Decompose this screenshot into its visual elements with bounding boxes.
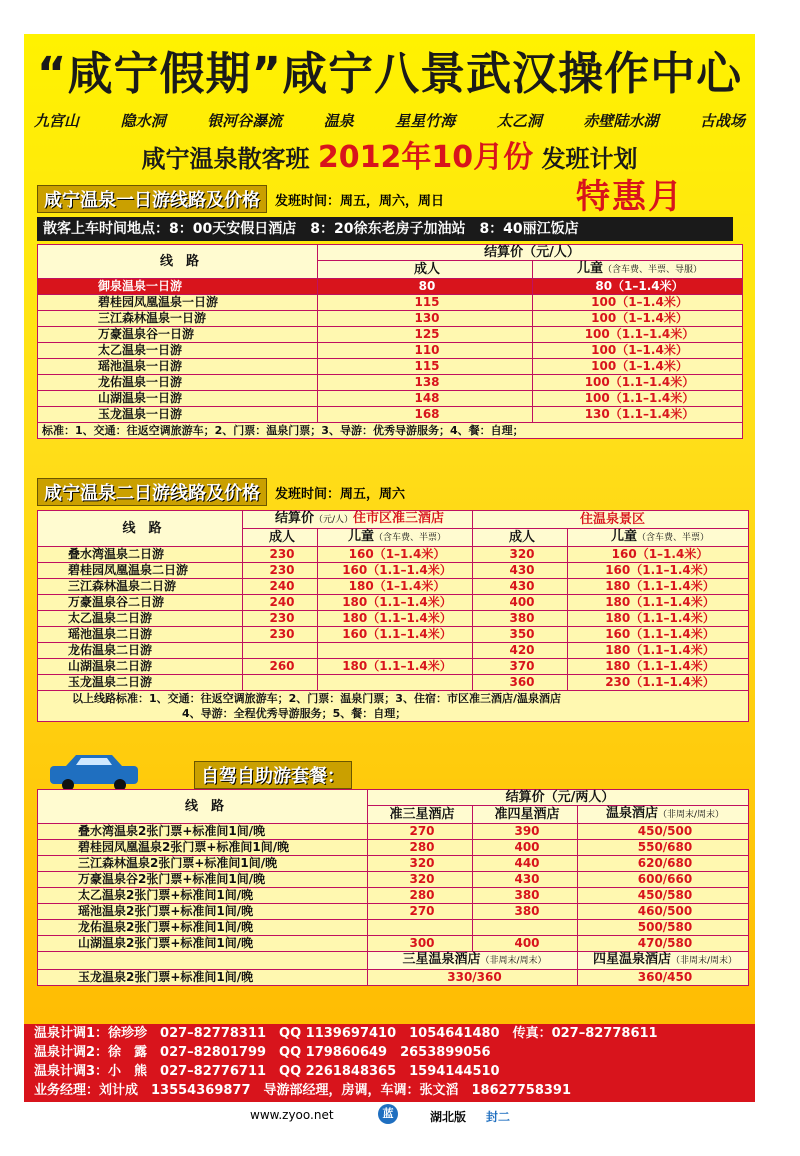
route-cell: 瑶池温泉二日游	[38, 627, 243, 643]
price-cell: 390	[473, 824, 578, 840]
child-price	[318, 643, 473, 659]
price-cell: 400	[473, 840, 578, 856]
plan-heading	[24, 140, 755, 177]
table-row	[38, 936, 749, 952]
child-price: 160（1–1.4米）	[318, 547, 473, 563]
col-adult: 成人	[473, 529, 568, 547]
route-cell: 碧桂园凤凰温泉2张门票+标准间1间/晚	[38, 840, 368, 856]
table-row	[38, 824, 749, 840]
spot: 太乙洞	[496, 112, 542, 130]
adult-price: 350	[473, 627, 568, 643]
child-price: 180（1.1–1.4米）	[568, 643, 749, 659]
route-cell: 万豪温泉谷二日游	[38, 595, 243, 611]
col-child-label: 儿童	[610, 529, 637, 544]
col-child-label: 儿童	[347, 529, 374, 544]
price-cell: 270	[368, 904, 473, 920]
adult-price: 240	[243, 595, 318, 611]
adult-price	[243, 675, 318, 691]
col-spring-label: 温泉酒店	[605, 806, 658, 821]
price-cell: 320	[368, 872, 473, 888]
adult-price: 148	[318, 391, 533, 407]
table-row	[38, 595, 749, 611]
twoday-section-bar	[37, 477, 405, 507]
col-three: 准三星酒店	[368, 806, 473, 824]
child-price: 180（1.1–1.4米）	[318, 595, 473, 611]
price-cell: 440	[473, 856, 578, 872]
route-cell: 叠水湾温泉2张门票+标准间1间/晚	[38, 824, 368, 840]
col-city-label: 住市区准三酒店	[353, 511, 445, 526]
table-row	[38, 840, 749, 856]
child-price: 180（1.1–1.4米）	[568, 579, 749, 595]
route-cell: 太乙温泉二日游	[38, 611, 243, 627]
route-cell: 瑶池温泉2张门票+标准间1间/晚	[38, 904, 368, 920]
price-cell: 280	[368, 888, 473, 904]
col-spring-note: （非周末/周末）	[657, 810, 725, 820]
child-price: 100（1–1.4米）	[533, 311, 743, 327]
table-row	[38, 872, 749, 888]
selfdrive-title: 自驾自助游套餐：	[194, 761, 352, 789]
adult-price: 115	[318, 359, 533, 375]
child-price: 180（1.1–1.4米）	[318, 659, 473, 675]
route-cell: 御泉温泉一日游	[38, 279, 318, 295]
adult-price: 110	[318, 343, 533, 359]
price-cell: 400	[473, 936, 578, 952]
adult-price: 168	[318, 407, 533, 423]
price-cell: 460/500	[578, 904, 749, 920]
price-cell: 550/680	[578, 840, 749, 856]
child-price: 180（1.1–1.4米）	[568, 659, 749, 675]
price-cell: 450/580	[578, 888, 749, 904]
adult-price: 115	[318, 295, 533, 311]
note: （非周末/周末）	[670, 956, 738, 966]
route-cell: 三江森林温泉一日游	[38, 311, 318, 327]
adult-price: 230	[243, 627, 318, 643]
plan-suffix: 发班计划	[541, 145, 638, 173]
adult-price: 420	[473, 643, 568, 659]
scenic-spots	[34, 110, 745, 131]
child-price: 160（1.1–1.4米）	[318, 627, 473, 643]
twoday-time: 发班时间：周五，周六	[275, 486, 406, 502]
col-price: 结算价（元/两人）	[368, 790, 749, 806]
table-row	[38, 659, 749, 675]
contact-line: 温泉计调3：小 熊 027–82776711 QQ 2261848365 1594144510	[34, 1064, 500, 1079]
col-price-label: 结算价	[274, 511, 314, 526]
poster	[24, 34, 755, 1102]
child-price: 100（1.1–1.4米）	[533, 327, 743, 343]
label: 三星温泉酒店	[402, 952, 481, 967]
table-row	[38, 563, 749, 579]
col-price: 结算价（元/人）	[318, 245, 743, 261]
route-cell: 山湖温泉2张门票+标准间1间/晚	[38, 936, 368, 952]
adult-price: 138	[318, 375, 533, 391]
route-cell: 三江森林温泉二日游	[38, 579, 243, 595]
table-row	[38, 627, 749, 643]
spot: 星星竹海	[395, 112, 456, 130]
route-cell: 万豪温泉谷一日游	[38, 327, 318, 343]
route-cell: 玉龙温泉二日游	[38, 675, 243, 691]
price-cell: 470/580	[578, 936, 749, 952]
price-cell: 500/580	[578, 920, 749, 936]
contacts-block	[24, 1024, 755, 1102]
price-cell: 620/680	[578, 856, 749, 872]
adult-price: 320	[473, 547, 568, 563]
oneday-time: 发班时间：周五，周六，周日	[275, 193, 445, 209]
route-cell: 太乙温泉一日游	[38, 343, 318, 359]
adult-price: 430	[473, 579, 568, 595]
price-cell: 380	[473, 888, 578, 904]
adult-price: 240	[243, 579, 318, 595]
adult-price: 230	[243, 611, 318, 627]
blank-cell	[38, 952, 368, 970]
page-title: “咸宁假期”咸宁八景武汉操作中心	[36, 47, 743, 100]
adult-price: 430	[473, 563, 568, 579]
promo-label: 特惠月	[576, 177, 684, 217]
contact-line: 温泉计调1：徐珍珍 027–82778311 QQ 1139697410 1054641480 传真：027–82778611	[34, 1026, 658, 1041]
route-cell: 太乙温泉2张门票+标准间1间/晚	[38, 888, 368, 904]
table-row	[38, 579, 749, 595]
child-price: 130（1.1–1.4米）	[533, 407, 743, 423]
route-cell: 龙佑温泉一日游	[38, 375, 318, 391]
table-row	[38, 675, 749, 691]
price-cell: 300	[368, 936, 473, 952]
oneday-note: 标准：1、交通：往返空调旅游车；2、门票：温泉门票；3、导游：优秀导游服务；4、餐：自理；	[38, 423, 743, 439]
child-price: 180（1.1–1.4米）	[318, 611, 473, 627]
adult-price: 125	[318, 327, 533, 343]
price-cell: 450/500	[578, 824, 749, 840]
child-price: 100（1.1–1.4米）	[533, 375, 743, 391]
child-price: 100（1–1.4米）	[533, 295, 743, 311]
table-row	[38, 343, 743, 359]
price-cell: 280	[368, 840, 473, 856]
table-row	[38, 375, 743, 391]
site-url[interactable]: www.zyoo.net	[250, 1108, 334, 1122]
contact-line: 温泉计调2：徐 露 027–82801799 QQ 179860649 2653899056	[34, 1045, 491, 1060]
adult-price: 80	[318, 279, 533, 295]
col-four-star-spring	[578, 952, 749, 970]
child-price: 180（1.1–1.4米）	[568, 595, 749, 611]
route-cell: 龙佑温泉2张门票+标准间1间/晚	[38, 920, 368, 936]
twoday-title: 咸宁温泉二日游线路及价格	[37, 478, 267, 506]
route-cell: 瑶池温泉一日游	[38, 359, 318, 375]
oneday-table	[37, 244, 743, 439]
oneday-section-bar	[37, 184, 444, 214]
route-cell: 山湖温泉一日游	[38, 391, 318, 407]
col-four: 准四星酒店	[473, 806, 578, 824]
col-child-note: （含车费、半票、导服）	[603, 265, 703, 275]
table-row	[38, 327, 743, 343]
price-cell: 430	[473, 872, 578, 888]
route-cell: 玉龙温泉2张门票+标准间1间/晚	[38, 970, 368, 986]
plan-month: 2012年10月份	[317, 140, 534, 175]
footer	[0, 1102, 800, 1132]
table-row	[38, 391, 743, 407]
child-price: 160（1–1.4米）	[568, 547, 749, 563]
twoday-table	[37, 510, 749, 722]
route-cell: 龙佑温泉二日游	[38, 643, 243, 659]
car-icon	[46, 752, 142, 792]
child-price: 160（1.1–1.4米）	[568, 563, 749, 579]
child-price: 180（1–1.4米）	[318, 579, 473, 595]
col-resort: 住温泉景区	[473, 511, 749, 529]
col-spring	[578, 806, 749, 824]
col-child	[318, 529, 473, 547]
child-price: 100（1–1.4米）	[533, 359, 743, 375]
child-price: 180（1.1–1.4米）	[568, 611, 749, 627]
price-cell: 380	[473, 904, 578, 920]
price-cell: 330/360	[368, 970, 578, 986]
col-route: 线 路	[38, 245, 318, 279]
child-price: 100（1.1–1.4米）	[533, 391, 743, 407]
adult-price: 380	[473, 611, 568, 627]
note: （非周末/周末）	[480, 956, 547, 966]
child-price: 230（1.1–1.4米）	[568, 675, 749, 691]
table-row	[38, 407, 743, 423]
edition-badge-icon: 蓝	[378, 1104, 398, 1124]
price-cell: 270	[368, 824, 473, 840]
col-adult: 成人	[318, 261, 533, 279]
spot: 隐水洞	[120, 112, 166, 130]
adult-price	[243, 643, 318, 659]
route-cell: 碧桂园凤凰温泉二日游	[38, 563, 243, 579]
contact-line: 业务经理：刘计成 13554369877 导游部经理，房调，车调：张文滔 18627758391	[34, 1083, 571, 1098]
adult-price: 400	[473, 595, 568, 611]
spot: 九宫山	[34, 112, 80, 130]
label: 四星温泉酒店	[592, 952, 671, 967]
route-cell: 玉龙温泉一日游	[38, 407, 318, 423]
pickup-info: 散客上车时间地点：8：00天安假日酒店 8：20徐东老房子加油站 8：40丽江饭店	[37, 217, 733, 241]
table-row	[38, 611, 749, 627]
col-city	[243, 511, 473, 529]
child-price	[318, 675, 473, 691]
child-price: 160（1.1–1.4米）	[568, 627, 749, 643]
table-row	[38, 547, 749, 563]
child-price: 160（1.1–1.4米）	[318, 563, 473, 579]
spot: 赤壁陆水湖	[583, 112, 659, 130]
table-row	[38, 888, 749, 904]
adult-price: 370	[473, 659, 568, 675]
table-row	[38, 920, 749, 936]
table-row	[38, 279, 743, 295]
price-cell: 320	[368, 856, 473, 872]
table-row	[38, 643, 749, 659]
col-three-star-spring	[368, 952, 578, 970]
route-cell: 三江森林温泉2张门票+标准间1间/晚	[38, 856, 368, 872]
col-child	[568, 529, 749, 547]
adult-price: 260	[243, 659, 318, 675]
spot: 古战场	[699, 112, 745, 130]
edition-label: 湖北版	[430, 1110, 467, 1124]
child-price: 80（1–1.4米）	[533, 279, 743, 295]
col-price-unit: （元/人）	[313, 515, 354, 525]
selfdrive-table	[37, 789, 749, 986]
table-row	[38, 904, 749, 920]
spot: 银河谷瀑流	[207, 112, 283, 130]
route-cell: 山湖温泉二日游	[38, 659, 243, 675]
twoday-note-line: 4、导游：全程优秀导游服务；5、餐：自理；	[182, 707, 407, 720]
price-cell	[368, 920, 473, 936]
col-route: 线 路	[38, 511, 243, 547]
route-cell: 万豪温泉谷2张门票+标准间1间/晚	[38, 872, 368, 888]
price-cell: 360/450	[578, 970, 749, 986]
spot: 温泉	[323, 112, 354, 130]
table-row	[38, 359, 743, 375]
page-label: 封二	[486, 1110, 511, 1124]
plan-prefix: 咸宁温泉散客班	[141, 145, 310, 173]
price-cell: 600/660	[578, 872, 749, 888]
route-cell: 叠水湾温泉二日游	[38, 547, 243, 563]
adult-price: 130	[318, 311, 533, 327]
col-route: 线 路	[38, 790, 368, 824]
adult-price: 230	[243, 547, 318, 563]
table-row	[38, 295, 743, 311]
col-adult: 成人	[243, 529, 318, 547]
route-cell: 碧桂园凤凰温泉一日游	[38, 295, 318, 311]
col-child-note: （含车费、半票）	[637, 533, 710, 543]
oneday-title: 咸宁温泉一日游线路及价格	[37, 185, 267, 213]
adult-price: 360	[473, 675, 568, 691]
adult-price: 230	[243, 563, 318, 579]
col-child	[533, 261, 743, 279]
col-child-label: 儿童	[576, 261, 603, 276]
twoday-note	[38, 691, 749, 722]
price-cell	[473, 920, 578, 936]
twoday-note-line: 以上线路标准：1、交通：往返空调旅游车；2、门票：温泉门票；3、住宿：市区准三酒店/温泉酒店	[72, 692, 561, 705]
child-price: 100（1–1.4米）	[533, 343, 743, 359]
col-child-note: （含车费、半票）	[374, 533, 447, 543]
table-row	[38, 311, 743, 327]
selfdrive-section-bar	[194, 760, 352, 790]
table-row	[38, 856, 749, 872]
